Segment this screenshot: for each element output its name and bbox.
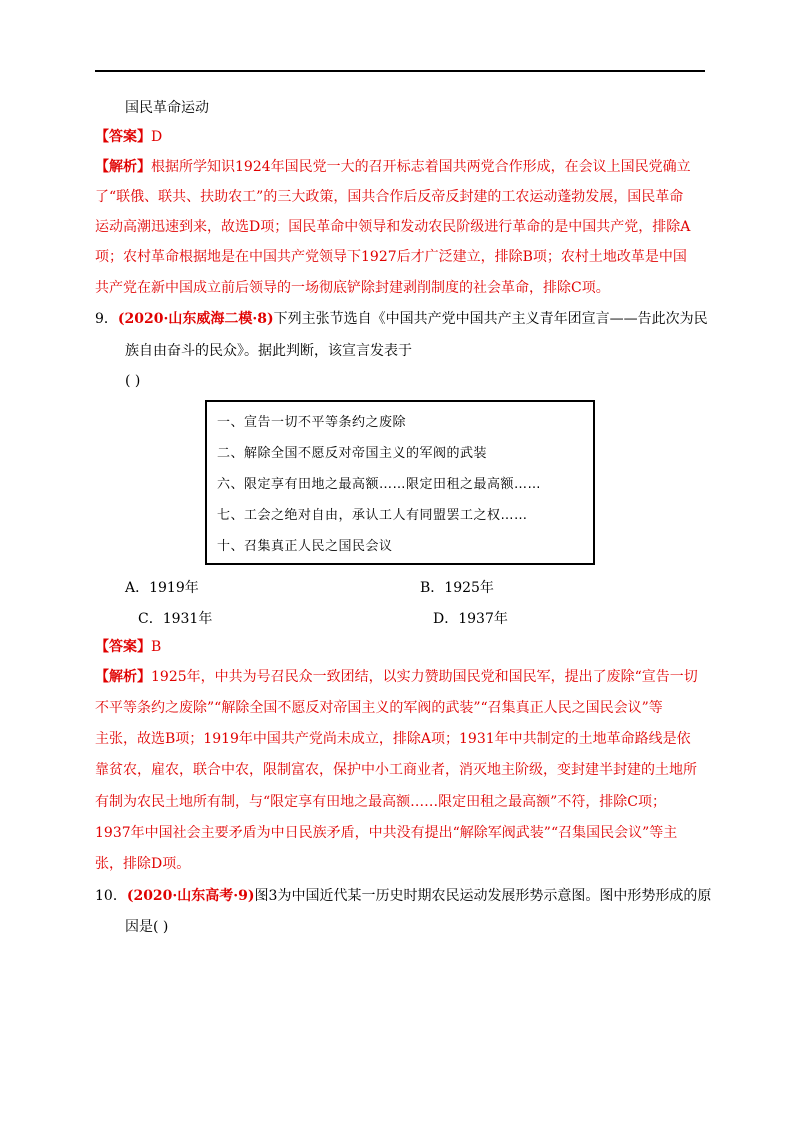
- q8-answer: [95, 127, 162, 147]
- q9-number: 9．: [95, 311, 118, 327]
- q10-stem-line-2: 因是( ): [125, 919, 169, 935]
- q9-answer-value: B: [151, 639, 162, 655]
- q8-analysis-line-1: [95, 157, 691, 177]
- q10-stem-line-1: [95, 886, 711, 906]
- q10-source: (2020·山东高考·9): [126, 888, 255, 904]
- q9-analysis-line-2: 不平等条约之废除”“解除全国不愿反对帝国主义的军阀的武装”“召集真正人民之国民会议”等: [95, 700, 663, 716]
- q9-source: (2020·山东威海二模·8): [117, 311, 274, 327]
- q10-number: 10．: [95, 888, 127, 904]
- q9-analysis-line-7: 张，排除D项。: [95, 856, 191, 872]
- excerpt-line-5: 十、召集真正人民之国民会议: [217, 539, 393, 554]
- q9-source-excerpt-box: [205, 400, 595, 565]
- q9-analysis-line-1: [95, 667, 698, 687]
- q8-answer-value: D: [151, 129, 163, 145]
- q8-analysis-label: 【解析】: [95, 159, 151, 175]
- q9-answer-label: 【答案】: [95, 639, 151, 655]
- excerpt-line-4: 七、工会之绝对自由，承认工人有同盟罢工之权……: [217, 508, 528, 523]
- q9-analysis-label: 【解析】: [95, 669, 151, 685]
- q8-analysis-line-4: 项；农村革命根据地是在中国共产党领导下1927后才广泛建立，排除B项；农村土地改革是中国: [95, 249, 687, 265]
- q8-analysis-line-3: 运动高潮迅速到来，故选D项；国民革命中领导和发动农民阶级进行革命的是中国共产党，排除A: [95, 219, 691, 235]
- q8-answer-label: 【答案】: [95, 129, 151, 145]
- q9-analysis-line-3: 主张，故选B项；1919年中国共产党尚未成立，排除A项；1931年中共制定的土地革命路线是依: [95, 731, 691, 747]
- q9-option-d: D．1937年: [433, 611, 508, 627]
- q8-analysis-line-5: 共产党在新中国成立前后领导的一场彻底铲除封建剥削制度的社会革命，排除C项。: [95, 280, 610, 296]
- q8-analysis-text: 根据所学知识1924年国民党一大的召开标志着国共两党合作形成，在会议上国民党确立: [151, 159, 691, 175]
- q9-option-b: B．1925年: [420, 580, 494, 596]
- q10-stem-text: 图3为中国近代某一历史时期农民运动发展形势示意图。图中形势形成的原: [254, 888, 712, 904]
- q9-analysis-text: 1925年，中共为号召民众一致团结，以实力赞助国民党和国民军，提出了废除“宣告一切: [151, 669, 698, 685]
- q9-analysis-line-5: 有制为农民土地所有制，与“限定享有田地之最高额……限定田租之最高额”不符，排除C项；: [95, 794, 667, 810]
- q9-analysis-line-6: 1937年中国社会主要矛盾为中日民族矛盾，中共没有提出“解除军阀武装”“召集国民会议”等主: [95, 825, 678, 841]
- q9-option-c: C．1931年: [138, 611, 213, 627]
- excerpt-line-2: 二、解除全国不愿反对帝国主义的军阀的武装: [217, 446, 488, 461]
- q9-stem-line-1: [95, 309, 708, 329]
- excerpt-line-3: 六、限定享有田地之最高额……限定田租之最高额……: [217, 477, 542, 492]
- q9-stem-text: 下列主张节选自《中国共产党中国共产主义青年团宣言——告此次为民: [273, 311, 708, 327]
- continued-option-text: 国民革命运动: [125, 100, 209, 116]
- q9-answer: [95, 637, 161, 657]
- q8-analysis-line-2: 了“联俄、联共、扶助农工”的三大政策，国共合作后反帝反封建的工农运动蓬勃发展，国民革命: [95, 189, 684, 205]
- q9-option-a: A．1919年: [125, 580, 199, 596]
- q9-blank: ( ): [125, 373, 141, 389]
- q9-stem-line-2: 族自由奋斗的民众》。据此判断，该宣言发表于: [125, 343, 412, 359]
- header-rule: [95, 70, 705, 72]
- excerpt-line-1: 一、宣告一切不平等条约之废除: [217, 415, 407, 430]
- q9-analysis-line-4: 靠贫农，雇农，联合中农，限制富农，保护中小工商业者，消灭地主阶级，变封建半封建的土地所: [95, 762, 697, 778]
